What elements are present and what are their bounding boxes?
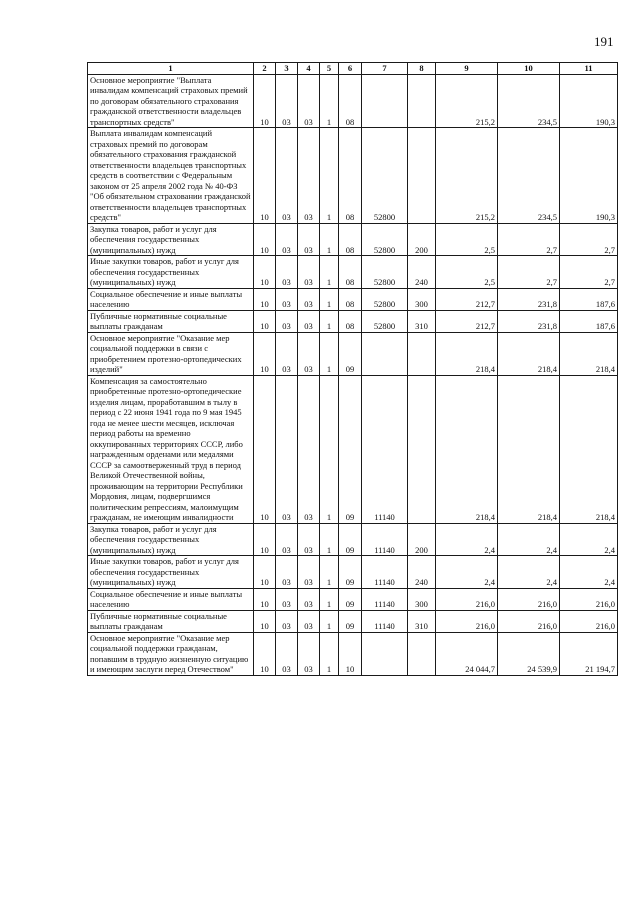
- amount-cell: 218,4: [436, 375, 498, 523]
- code-cell: 09: [339, 332, 362, 375]
- amount-cell: 2,4: [560, 556, 618, 589]
- code-cell: 10: [254, 556, 276, 589]
- row-name: Выплата инвалидам компенсаций страховых премий по договорам обязательного страхования гражданской ответственности владельцев транспортных средств в соответствии с Федеральным законом от 25 апреля 2002 года № 40-ФЗ "Об обязательном страховании гражданской ответственности владельцев транспортных средств": [88, 128, 254, 224]
- table-row: [88, 610, 618, 632]
- header-cell: 9: [436, 63, 498, 75]
- row-name: Иные закупки товаров, работ и услуг для обеспечения государственных (муниципальных) нужд: [88, 256, 254, 289]
- code-cell: 08: [339, 223, 362, 256]
- table-row: [88, 523, 618, 556]
- row-name: Основное мероприятие "Оказание мер социальной поддержки в связи с приобретением протезно-ортопедических изделий": [88, 332, 254, 375]
- row-name: Публичные нормативные социальные выплаты гражданам: [88, 610, 254, 632]
- header-row: [88, 63, 618, 75]
- header-cell: 10: [498, 63, 560, 75]
- amount-cell: 231,8: [498, 288, 560, 310]
- code-cell: 10: [254, 523, 276, 556]
- table-row: [88, 588, 618, 610]
- target-article-cell: 11140: [362, 375, 408, 523]
- code-cell: 03: [276, 556, 298, 589]
- header-cell: 8: [408, 63, 436, 75]
- amount-cell: 212,7: [436, 310, 498, 332]
- header-cell: 6: [339, 63, 362, 75]
- expense-type-cell: [408, 128, 436, 224]
- amount-cell: 190,3: [560, 74, 618, 128]
- row-name: Основное мероприятие "Оказание мер социальной поддержки гражданам, попавшим в трудную жизненную ситуацию и имеющим заслуги перед Отечеством": [88, 632, 254, 675]
- expense-type-cell: 310: [408, 310, 436, 332]
- table-row: [88, 128, 618, 224]
- table-row: [88, 223, 618, 256]
- amount-cell: 234,5: [498, 74, 560, 128]
- code-cell: 1: [320, 288, 339, 310]
- target-article-cell: [362, 74, 408, 128]
- amount-cell: 24 044,7: [436, 632, 498, 675]
- row-name: Социальное обеспечение и иные выплаты населению: [88, 288, 254, 310]
- row-name: Компенсация за самостоятельно приобретенные протезно-ортопедические изделия лицам, проработавшим в тылу в период с 22 июня 1941 года по 9 мая 1945 года не менее шести месяцев, исключая период работы на временно оккупированных территориях СССР, либо награжденным орденами или медалями СССР за самоотверженный труд в период Великой Отечественной войны, проживающим на территории Республики Мордовия, лицам, подвергшимся политическим репрессиям, малоимущим гражданам, не имеющим инвалидности: [88, 375, 254, 523]
- code-cell: 1: [320, 523, 339, 556]
- code-cell: 03: [276, 288, 298, 310]
- amount-cell: 21 194,7: [560, 632, 618, 675]
- code-cell: 09: [339, 556, 362, 589]
- code-cell: 09: [339, 610, 362, 632]
- table-row: [88, 375, 618, 523]
- code-cell: 10: [254, 588, 276, 610]
- header-cell: 7: [362, 63, 408, 75]
- amount-cell: 2,4: [436, 556, 498, 589]
- table-row: [88, 632, 618, 675]
- amount-cell: 215,2: [436, 74, 498, 128]
- code-cell: 09: [339, 375, 362, 523]
- code-cell: 03: [276, 256, 298, 289]
- code-cell: 10: [254, 610, 276, 632]
- code-cell: 1: [320, 223, 339, 256]
- row-name: Социальное обеспечение и иные выплаты населению: [88, 588, 254, 610]
- code-cell: 03: [276, 223, 298, 256]
- row-name: Основное мероприятие "Выплата инвалидам компенсаций страховых премий по договорам обязательного страхования гражданской ответственности владельцев транспортных средств": [88, 74, 254, 128]
- code-cell: 1: [320, 556, 339, 589]
- amount-cell: 216,0: [560, 610, 618, 632]
- code-cell: 10: [254, 256, 276, 289]
- target-article-cell: [362, 632, 408, 675]
- code-cell: 10: [254, 332, 276, 375]
- code-cell: 03: [276, 610, 298, 632]
- amount-cell: 216,0: [436, 588, 498, 610]
- code-cell: 1: [320, 310, 339, 332]
- expense-type-cell: [408, 632, 436, 675]
- code-cell: 03: [276, 588, 298, 610]
- code-cell: 1: [320, 632, 339, 675]
- budget-table: [87, 62, 618, 676]
- code-cell: 03: [276, 310, 298, 332]
- row-name: Публичные нормативные социальные выплаты гражданам: [88, 310, 254, 332]
- code-cell: 1: [320, 128, 339, 224]
- code-cell: 03: [276, 332, 298, 375]
- code-cell: 03: [298, 588, 320, 610]
- code-cell: 03: [276, 523, 298, 556]
- expense-type-cell: 200: [408, 223, 436, 256]
- code-cell: 1: [320, 610, 339, 632]
- expense-type-cell: 200: [408, 523, 436, 556]
- amount-cell: 2,5: [436, 223, 498, 256]
- code-cell: 03: [298, 556, 320, 589]
- code-cell: 1: [320, 74, 339, 128]
- code-cell: 10: [254, 310, 276, 332]
- amount-cell: 216,0: [498, 588, 560, 610]
- code-cell: 03: [298, 523, 320, 556]
- target-article-cell: 52800: [362, 128, 408, 224]
- code-cell: 03: [298, 610, 320, 632]
- expense-type-cell: 240: [408, 556, 436, 589]
- expense-type-cell: 300: [408, 588, 436, 610]
- amount-cell: 218,4: [498, 375, 560, 523]
- amount-cell: 218,4: [498, 332, 560, 375]
- code-cell: 1: [320, 332, 339, 375]
- code-cell: 03: [276, 74, 298, 128]
- amount-cell: 218,4: [560, 375, 618, 523]
- amount-cell: 24 539,9: [498, 632, 560, 675]
- amount-cell: 2,4: [560, 523, 618, 556]
- target-article-cell: 52800: [362, 288, 408, 310]
- header-cell: 1: [88, 63, 254, 75]
- code-cell: 08: [339, 128, 362, 224]
- code-cell: 03: [298, 74, 320, 128]
- code-cell: 1: [320, 375, 339, 523]
- amount-cell: 2,4: [498, 523, 560, 556]
- code-cell: 10: [254, 288, 276, 310]
- code-cell: 03: [298, 632, 320, 675]
- amount-cell: 216,0: [498, 610, 560, 632]
- page-number: 191: [594, 34, 614, 49]
- target-article-cell: 11140: [362, 588, 408, 610]
- target-article-cell: 11140: [362, 610, 408, 632]
- expense-type-cell: [408, 332, 436, 375]
- code-cell: 10: [339, 632, 362, 675]
- header-cell: 5: [320, 63, 339, 75]
- amount-cell: 187,6: [560, 288, 618, 310]
- amount-cell: 218,4: [560, 332, 618, 375]
- table-row: [88, 556, 618, 589]
- table-row: [88, 288, 618, 310]
- row-name: Иные закупки товаров, работ и услуг для обеспечения государственных (муниципальных) нужд: [88, 556, 254, 589]
- code-cell: 1: [320, 256, 339, 289]
- table-row: [88, 74, 618, 128]
- header-cell: 2: [254, 63, 276, 75]
- table-row: [88, 256, 618, 289]
- code-cell: 10: [254, 74, 276, 128]
- code-cell: 10: [254, 223, 276, 256]
- amount-cell: 190,3: [560, 128, 618, 224]
- code-cell: 03: [298, 128, 320, 224]
- code-cell: 03: [298, 223, 320, 256]
- header-cell: 4: [298, 63, 320, 75]
- code-cell: 03: [276, 128, 298, 224]
- code-cell: 03: [298, 375, 320, 523]
- code-cell: 03: [298, 288, 320, 310]
- expense-type-cell: [408, 375, 436, 523]
- expense-type-cell: 300: [408, 288, 436, 310]
- table-row: [88, 310, 618, 332]
- code-cell: 08: [339, 256, 362, 289]
- header-cell: 11: [560, 63, 618, 75]
- target-article-cell: 52800: [362, 223, 408, 256]
- amount-cell: 187,6: [560, 310, 618, 332]
- code-cell: 03: [298, 256, 320, 289]
- target-article-cell: 52800: [362, 310, 408, 332]
- code-cell: 09: [339, 588, 362, 610]
- target-article-cell: 11140: [362, 523, 408, 556]
- amount-cell: 2,4: [436, 523, 498, 556]
- amount-cell: 2,7: [560, 223, 618, 256]
- code-cell: 08: [339, 288, 362, 310]
- code-cell: 03: [298, 310, 320, 332]
- row-name: Закупка товаров, работ и услуг для обеспечения государственных (муниципальных) нужд: [88, 523, 254, 556]
- amount-cell: 215,2: [436, 128, 498, 224]
- code-cell: 10: [254, 128, 276, 224]
- code-cell: 08: [339, 74, 362, 128]
- code-cell: 1: [320, 588, 339, 610]
- amount-cell: 231,8: [498, 310, 560, 332]
- code-cell: 10: [254, 375, 276, 523]
- expense-type-cell: [408, 74, 436, 128]
- expense-type-cell: 310: [408, 610, 436, 632]
- expense-type-cell: 240: [408, 256, 436, 289]
- amount-cell: 218,4: [436, 332, 498, 375]
- code-cell: 10: [254, 632, 276, 675]
- amount-cell: 216,0: [436, 610, 498, 632]
- code-cell: 09: [339, 523, 362, 556]
- amount-cell: 2,7: [560, 256, 618, 289]
- amount-cell: 2,5: [436, 256, 498, 289]
- amount-cell: 234,5: [498, 128, 560, 224]
- code-cell: 03: [298, 332, 320, 375]
- code-cell: 08: [339, 310, 362, 332]
- target-article-cell: [362, 332, 408, 375]
- table-row: [88, 332, 618, 375]
- amount-cell: 2,7: [498, 256, 560, 289]
- amount-cell: 2,4: [498, 556, 560, 589]
- code-cell: 03: [276, 375, 298, 523]
- code-cell: 03: [276, 632, 298, 675]
- header-cell: 3: [276, 63, 298, 75]
- amount-cell: 216,0: [560, 588, 618, 610]
- amount-cell: 212,7: [436, 288, 498, 310]
- row-name: Закупка товаров, работ и услуг для обеспечения государственных (муниципальных) нужд: [88, 223, 254, 256]
- target-article-cell: 11140: [362, 556, 408, 589]
- amount-cell: 2,7: [498, 223, 560, 256]
- target-article-cell: 52800: [362, 256, 408, 289]
